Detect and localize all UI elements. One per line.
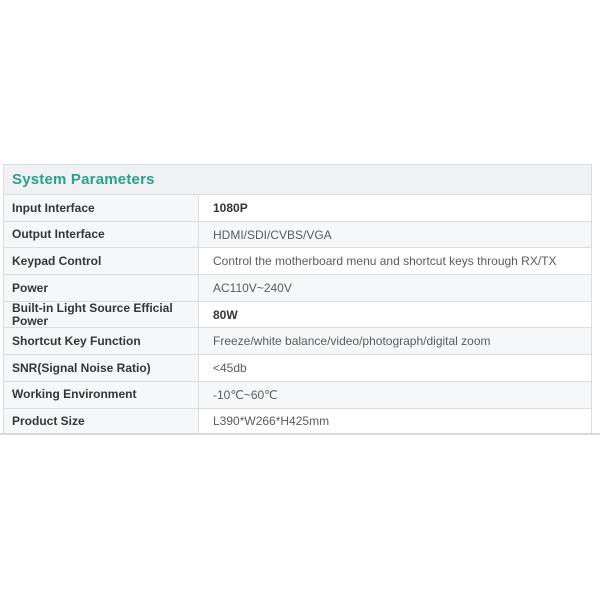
table-title-bar xyxy=(4,165,591,194)
table-row xyxy=(4,194,591,221)
spec-label-cell: Product Size xyxy=(4,409,199,435)
spec-value-cell: L390*W266*H425mm xyxy=(199,409,591,435)
spec-label-cell: Input Interface xyxy=(4,195,199,221)
spec-label-cell: Keypad Control xyxy=(4,248,199,274)
spec-label-cell: Working Environment xyxy=(4,382,199,408)
table-row xyxy=(4,381,591,408)
table-title: System Parameters xyxy=(12,171,155,188)
spec-value-cell: Control the motherboard menu and shortcut keys through RX/TX xyxy=(199,248,591,274)
spec-label-cell: Shortcut Key Function xyxy=(4,328,199,354)
table-row xyxy=(4,408,591,435)
table-row xyxy=(4,301,591,328)
table-row xyxy=(4,354,591,381)
spec-value-cell: -10℃~60℃ xyxy=(199,382,591,408)
table-row xyxy=(4,247,591,274)
spec-value-cell: 80W xyxy=(199,302,591,328)
table-row xyxy=(4,221,591,248)
table-row xyxy=(4,327,591,354)
spec-label-cell: Power xyxy=(4,275,199,301)
spec-value-cell: 1080P xyxy=(199,195,591,221)
spec-value-cell: HDMI/SDI/CVBS/VGA xyxy=(199,222,591,248)
spec-value-cell: AC110V~240V xyxy=(199,275,591,301)
table-row xyxy=(4,274,591,301)
spec-label-cell: Built-in Light Source Efficial Power xyxy=(4,302,199,328)
system-parameters-table xyxy=(3,164,592,434)
spec-value-cell: <45db xyxy=(199,355,591,381)
spec-label-cell: Output Interface xyxy=(4,222,199,248)
section-divider xyxy=(0,433,600,435)
spec-table-body xyxy=(4,194,591,434)
spec-label-cell: SNR(Signal Noise Ratio) xyxy=(4,355,199,381)
spec-value-cell: Freeze/white balance/video/photograph/digital zoom xyxy=(199,328,591,354)
